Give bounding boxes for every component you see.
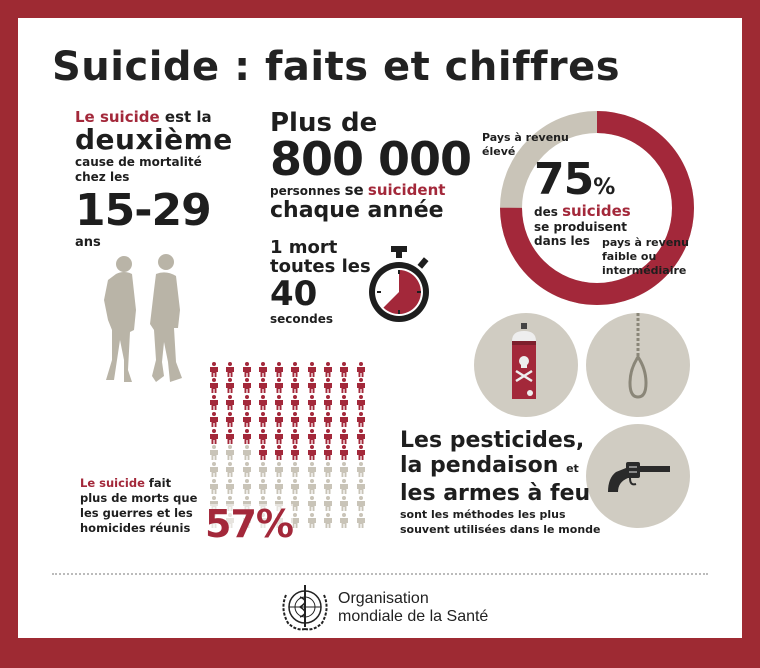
income-text2: se produisent [534, 220, 628, 234]
age-block [75, 110, 233, 250]
person-icon [255, 462, 271, 478]
revolver-icon [586, 424, 690, 528]
count-block [270, 110, 471, 223]
who-logo [278, 583, 488, 633]
person-icon [255, 479, 271, 495]
person-icon [271, 361, 287, 377]
age-red-text: Le suicide [75, 108, 160, 126]
person-icon [320, 445, 336, 461]
person-icon [206, 395, 222, 411]
age-text1: est la [164, 108, 212, 126]
person-icon [239, 445, 255, 461]
person-icon [222, 411, 238, 427]
person-icon [336, 361, 352, 377]
person-icon [206, 411, 222, 427]
person-icon [271, 479, 287, 495]
count-line3b: se [344, 181, 364, 199]
person-icon [287, 462, 303, 478]
person-icon [287, 395, 303, 411]
person-icon [271, 462, 287, 478]
person-icon [255, 361, 271, 377]
person-icon [239, 479, 255, 495]
person-icon [353, 378, 369, 394]
wars-text-block [80, 476, 197, 536]
person-icon [353, 395, 369, 411]
person-icon [304, 361, 320, 377]
wars-text4: homicides réunis [80, 521, 191, 535]
person-icon [320, 462, 336, 478]
person-icon [271, 428, 287, 444]
count-line3c: suicident [367, 181, 446, 199]
wars-percent: 57% [205, 502, 293, 546]
methods-line1: Les pesticides, [400, 428, 585, 453]
wars-text3: les guerres et les [80, 506, 193, 520]
person-icon [304, 411, 320, 427]
person-icon [255, 411, 271, 427]
person-icon [304, 495, 320, 511]
noose-icon [586, 313, 690, 417]
person-icon [336, 378, 352, 394]
person-icon [255, 428, 271, 444]
methods-line2b: et [566, 462, 579, 475]
young-people-silhouette-icon [98, 250, 193, 390]
stopwatch-icon [364, 244, 436, 324]
pesticide-circle [474, 313, 578, 417]
person-icon [239, 395, 255, 411]
person-icon [336, 411, 352, 427]
person-icon [255, 395, 271, 411]
person-icon [239, 361, 255, 377]
person-icon [320, 512, 336, 528]
rate-unit: secondes [270, 312, 334, 326]
person-icon [336, 479, 352, 495]
methods-line5: souvent utilisées dans le monde [400, 523, 601, 536]
person-icon [222, 462, 238, 478]
person-icon [287, 479, 303, 495]
person-icon [353, 479, 369, 495]
person-icon [206, 361, 222, 377]
person-icon [304, 428, 320, 444]
person-icon [206, 462, 222, 478]
person-icon [287, 428, 303, 444]
person-icon [353, 411, 369, 427]
person-icon [287, 411, 303, 427]
income-percent-sign: % [593, 175, 616, 200]
person-icon [353, 445, 369, 461]
person-icon [320, 395, 336, 411]
person-icon [336, 428, 352, 444]
rank-text: deuxième [75, 123, 233, 156]
person-icon [222, 361, 238, 377]
infographic-card [18, 18, 742, 638]
income-text1: des [534, 205, 558, 219]
person-icon [304, 479, 320, 495]
person-icon [239, 411, 255, 427]
high-income-label: Pays à revenu élevé [482, 131, 569, 158]
person-icon [206, 378, 222, 394]
person-icon [353, 462, 369, 478]
person-icon [239, 428, 255, 444]
methods-line3: les armes à feu [400, 481, 591, 506]
person-icon [287, 361, 303, 377]
person-icon [336, 512, 352, 528]
org-name-line2: mondiale de la Santé [338, 608, 489, 625]
person-icon [353, 361, 369, 377]
person-icon [206, 428, 222, 444]
revolver-circle [586, 424, 690, 528]
person-icon [222, 395, 238, 411]
count-number: 800 000 [270, 132, 472, 186]
person-icon [222, 479, 238, 495]
age-range: 15-29 [75, 185, 211, 236]
person-icon [336, 395, 352, 411]
age-text2: cause de mortalité [75, 155, 202, 169]
methods-line2: la pendaison [400, 453, 559, 478]
wars-text1: fait [148, 476, 172, 490]
person-icon [353, 512, 369, 528]
count-line1: Plus de [270, 108, 378, 138]
person-icon [255, 378, 271, 394]
methods-line4: sont les méthodes les plus [400, 508, 566, 521]
person-icon [287, 378, 303, 394]
methods-text-block [400, 428, 600, 537]
person-icon [206, 445, 222, 461]
person-icon [320, 495, 336, 511]
person-icon [239, 378, 255, 394]
pesticide-spray-icon [474, 313, 578, 417]
person-icon [336, 445, 352, 461]
person-icon [304, 445, 320, 461]
income-text-block [534, 154, 631, 248]
wars-text2: plus de morts que [80, 491, 198, 505]
person-icon [271, 395, 287, 411]
person-icon [222, 428, 238, 444]
person-icon [353, 495, 369, 511]
income-percent: 75 [534, 154, 594, 205]
income-text1-red: suicides [562, 202, 631, 220]
person-icon [320, 361, 336, 377]
noose-circle [586, 313, 690, 417]
person-icon [353, 428, 369, 444]
person-icon [336, 495, 352, 511]
age-unit: ans [75, 235, 101, 250]
person-icon [206, 479, 222, 495]
rate-block [270, 238, 371, 326]
person-icon [287, 445, 303, 461]
person-icon [239, 462, 255, 478]
person-icon [304, 512, 320, 528]
person-icon [320, 411, 336, 427]
person-icon [320, 428, 336, 444]
who-emblem-icon [278, 583, 332, 633]
org-name-line1: Organisation [338, 590, 429, 607]
person-icon [320, 479, 336, 495]
person-icon [271, 378, 287, 394]
person-icon [222, 378, 238, 394]
income-text3: dans les [534, 234, 590, 248]
footer-divider [52, 573, 708, 575]
person-icon [271, 411, 287, 427]
count-line3a: personnes [270, 184, 341, 198]
age-text3: chez les [75, 170, 130, 184]
low-income-label: pays à revenu faible ou intermédiaire [602, 236, 689, 277]
person-icon [255, 445, 271, 461]
person-icon [222, 445, 238, 461]
rate-line1: 1 mort [270, 237, 338, 258]
wars-red-text: Le suicide [80, 476, 145, 490]
person-icon [304, 395, 320, 411]
page-title: Suicide : faits et chiffres [52, 44, 621, 90]
count-line4: chaque année [270, 198, 444, 223]
person-icon [336, 462, 352, 478]
rate-number: 40 [270, 274, 318, 314]
person-icon [320, 378, 336, 394]
person-icon [304, 462, 320, 478]
person-icon [304, 378, 320, 394]
person-icon [271, 445, 287, 461]
rate-line2: toutes les [270, 256, 371, 277]
